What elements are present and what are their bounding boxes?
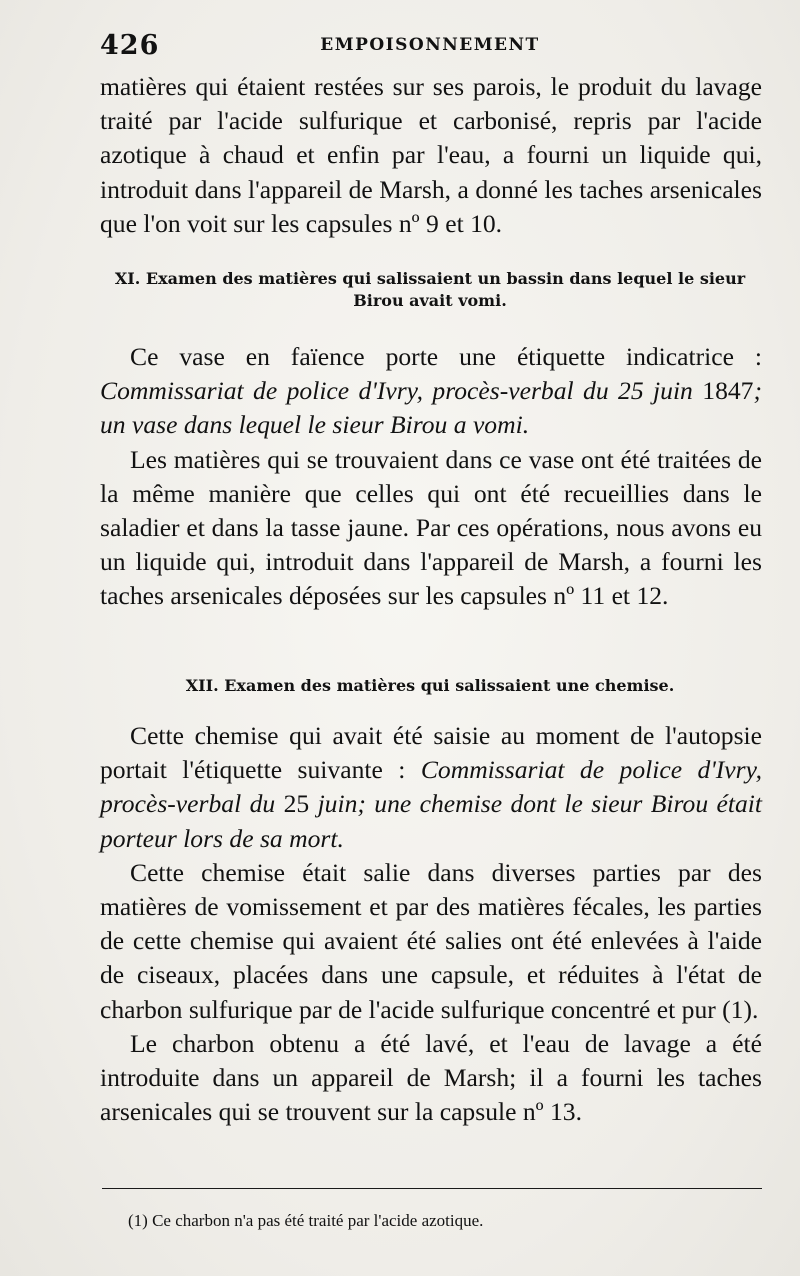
italic-label-text: Commissariat de police d'Ivry, procès-verbal du [100, 755, 762, 819]
text-run: Ce vase en faïence porte une étiquette indicatrice : [130, 342, 762, 371]
section-xii-body [100, 719, 762, 1129]
italic-label-text: Commissariat de police d'Ivry, procès-verbal du 25 juin [100, 376, 693, 406]
text-run: Cette chemise qui avait été saisie au moment de l'autopsie portait l'étiquette suivante : [100, 721, 762, 785]
text-run: 1847 [692, 376, 754, 406]
section-xi-paragraph-1 [100, 340, 762, 443]
footnote-divider [102, 1188, 762, 1189]
section-xi-heading-block [98, 268, 762, 312]
section-xii-paragraph-2: Cette chemise était salie dans diverses parties par des matières de vomissement et par des matières fécales, les parties de cette chemise qui avaient été salies ont été enlevées à l'aide de ciseaux, placées dans une capsule, et réduites à l'état de charbon sulfurique par de l'acide sulfurique concentré et pur (1). [100, 857, 762, 1024]
section-heading-xi: XI. Examen des matières qui salissaient un bassin dans lequel le sieur Birou avait vomi. [114, 269, 746, 310]
running-title: EMPOISONNEMENT [320, 35, 540, 55]
italic-label-text: juin; une chemise dont le sieur Birou était porteur lors de sa mort. [100, 789, 763, 853]
section-xi-paragraph-2: Les matières qui se trouvaient dans ce vase ont été traitées de la même manière que celles qui ont été recueillies dans le saladier et dans la tasse jaune. Par ces opérations, nous avons eu un liquide qui, introduit dans l'appareil de Marsh, a fourni les taches arsenicales déposées sur les capsules nº 11 et 12. [100, 444, 762, 611]
continued-paragraph: matières qui étaient restées sur ses parois, le produit du lavage traité par l'acide sulfurique et carbonisé, repris par l'acide azotique à chaud et enfin par l'eau, a fourni un liquide qui, introduit dans l'appareil de Marsh, a donné les taches arsenicales que l'on voit sur les capsules nº 9 et 10. [100, 72, 762, 238]
italic-label-text: ; un vase dans lequel le sieur Birou a vomi. [100, 376, 762, 440]
section-xii-paragraph-1 [100, 719, 762, 856]
footnote: (1) Ce charbon n'a pas été traité par l'acide azotique. [128, 1211, 484, 1230]
section-heading-xii: XII. Examen des matières qui salissaient une chemise. [185, 676, 675, 695]
page-number: 426 [100, 30, 160, 61]
page-header [100, 30, 760, 64]
continued-paragraph-block [100, 70, 762, 241]
section-xi-body [100, 340, 762, 614]
section-xii-paragraph-3: Le charbon obtenu a été lavé, et l'eau de lavage a été introduite dans un appareil de Marsh; il a fourni les taches arsenicales qui se trouvent sur la capsule nº 13. [100, 1028, 762, 1127]
text-run: 25 [275, 789, 318, 819]
section-xii-heading-block [150, 675, 710, 697]
